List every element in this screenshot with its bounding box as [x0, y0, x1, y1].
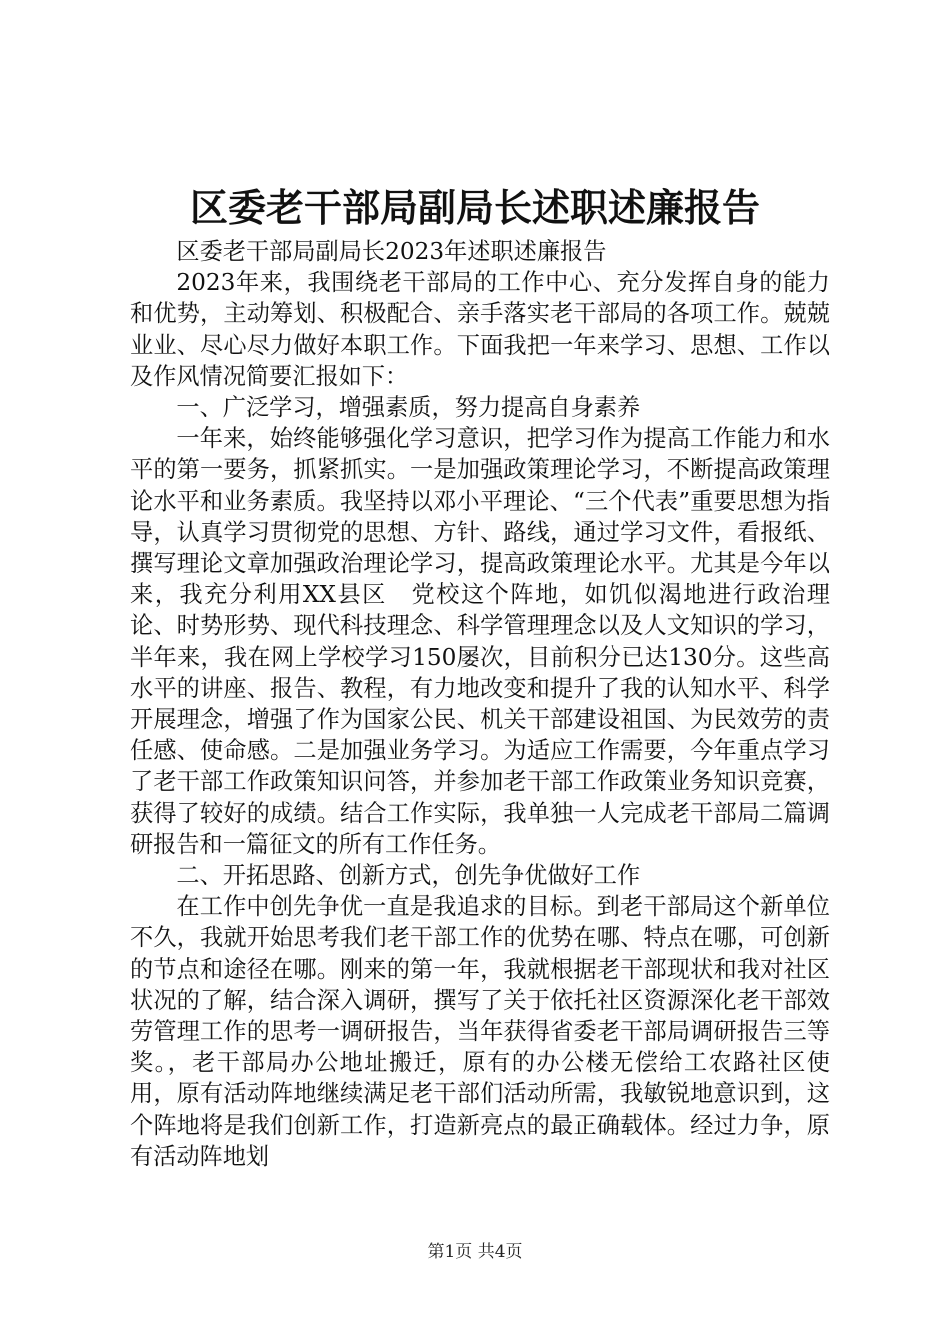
section-heading-2: 二、开拓思路、创新方式，创先争优做好工作 — [176, 862, 641, 890]
paragraph-subtitle: 区委老干部局副局长2023年述职述廉报告 — [176, 238, 607, 265]
paragraph-intro: 2023年来，我围绕老干部局的工作中心、充分发挥自身的能力和优势，主动筹划、积极配合、亲手落实老干部局的各项工作。兢兢业业、尽心尽力做好本职工作。下面我把一年来学习、思想、工作以及作风情况简要汇报如下： — [130, 269, 830, 390]
paragraph-section-2: 在工作中创先争优一直是我追求的目标。到老干部局这个新单位不久，我就开始思考我们老干部工作的优势在哪、特点在哪，可创新的节点和途径在哪。刚来的第一年，我就根据老干部现状和我对社区状况的了解，结合深入调研，撰写了关于依托社区资源深化老干部效劳管理工作的思考一调研报告，当年获得省委老干部局调研报告三等奖。，老干部局办公地址搬迁，原有的办公楼无偿给工农路社区使用，原有活动阵地继续满足老干部们活动所需，我敏锐地意识到，这个阵地将是我们创新工作，打造新亮点的最正确载体。经过力争，原有活动阵地划 — [130, 893, 830, 1170]
section-heading-1: 一、广泛学习，增强素质，努力提高自身素养 — [176, 394, 641, 422]
document-body — [130, 236, 830, 1172]
paragraph-section-1: 一年来，始终能够强化学习意识，把学习作为提高工作能力和水平的第一要务，抓紧抓实。一是加强政策理论学习，不断提高政策理论水平和业务素质。我坚持以邓小平理论、“三个代表”重要思想为指导，认真学习贯彻党的思想、方针、路线，通过学习文件，看报纸、撰写理论文章加强政治理论学习，提高政策理论水平。尤其是今年以来，我充分利用XX县区 党校这个阵地，如饥似渴地进行政治理论、时势形势、现代科技理念、科学管理理念以及人文知识的学习，半年来，我在网上学校学习150屡次，目前积分已达130分。这些高水平的讲座、报告、教程，有力地改变和提升了我的认知水平、科学开展理念，增强了作为国家公民、机关干部建设祖国、为民效劳的责任感、使命感。二是加强业务学习。为适应工作需要，今年重点学习了老干部工作政策知识问答，并参加老干部工作政策业务知识竞赛，获得了较好的成绩。结合工作实际，我单独一人完成老干部局二篇调研报告和一篇征文的所有工作任务。 — [130, 425, 830, 858]
page-footer: 第1页 共4页 — [427, 1242, 523, 1262]
document-title: 区委老干部局副局长述职述廉报告 — [189, 185, 760, 230]
